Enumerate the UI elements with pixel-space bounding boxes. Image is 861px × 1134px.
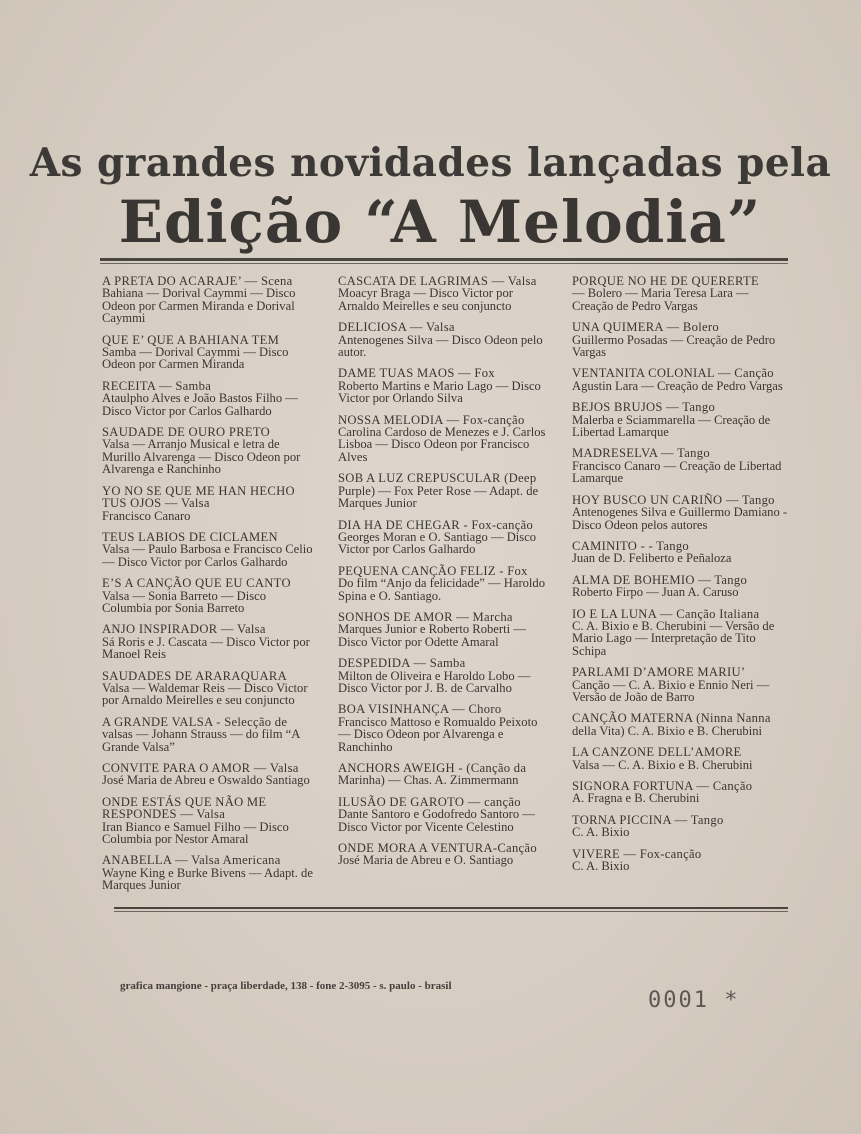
song-title: CONVITE PARA O AMOR — Valsa <box>102 761 299 775</box>
song-details: Ataulpho Alves e João Bastos Filho — Disco Victor por Carlos Galhardo <box>102 391 298 418</box>
song-details: Francisco Canaro — Creação de Libertad Lamarque <box>572 458 782 486</box>
song-entry <box>338 275 550 312</box>
song-title: SOB A LUZ CREPUSCULAR (Deep <box>338 471 537 486</box>
top-divider-thin <box>100 263 788 264</box>
song-entry <box>572 666 788 703</box>
song-title: MADRESELVA — Tango <box>572 446 710 461</box>
song-entry <box>338 703 550 753</box>
song-title: SAUDADE DE OURO PRETO <box>102 425 271 440</box>
song-details: Juan de D. Feliberto e Peñaloza <box>572 551 732 566</box>
song-entry <box>572 780 788 805</box>
bottom-divider <box>114 907 788 909</box>
song-details: — Bolero — Maria Teresa Lara — Creação de Pedro Vargas <box>572 286 749 313</box>
song-entry <box>102 380 314 417</box>
song-entry <box>338 519 550 556</box>
song-title: HOY BUSCO UN CARIÑO — Tango <box>572 492 775 507</box>
bottom-divider-thin <box>114 911 788 912</box>
song-details: Valsa — C. A. Bixio e B. Cherubini <box>572 757 753 772</box>
song-title: TEUS LABIOS DE CICLAMEN <box>102 529 278 544</box>
song-entry <box>338 796 550 833</box>
song-entry <box>338 414 550 464</box>
song-entry <box>572 746 788 771</box>
song-title: E’S A CANÇÃO QUE EU CANTO <box>102 576 291 591</box>
song-title: DAME TUAS MAOS — Fox <box>338 366 495 381</box>
song-entry <box>338 472 550 509</box>
song-title: BOA VISINHANÇA — Choro <box>338 702 502 717</box>
song-details: Antenogenes Silva e Guillermo Damiano - Disco Odeon pelos autores <box>572 505 788 532</box>
song-details: Francisco Mattoso e Romualdo Peixoto — Disco Odeon por Alvarenga e Ranchinho <box>338 714 538 754</box>
song-entry <box>102 854 314 891</box>
song-details: Purple) — Fox Peter Rose — Adapt. de Marques Junior <box>338 483 539 511</box>
song-details: Georges Moran e O. Santiago — Disco Victor por Carlos Galhardo <box>338 529 537 557</box>
song-details: Milton de Oliveira e Haroldo Lobo — Disco Victor por J. B. de Carvalho <box>338 668 531 695</box>
song-details: Roberto Martins e Mario Lago — Disco Victor por Orlando Silva <box>338 378 541 406</box>
song-title: ILUSÃO DE GAROTO — canção <box>338 794 521 809</box>
song-details: Bahiana — Dorival Caymmi — Disco Odeon por Carmen Miranda e Dorival Caymmi <box>102 286 296 326</box>
song-details: della Vita) C. A. Bixio e B. Cherubini <box>572 723 762 738</box>
song-entry <box>338 565 550 602</box>
song-entry <box>102 716 314 753</box>
song-title: SIGNORA FORTUNA — Canção <box>572 779 753 793</box>
song-title: IO E LA LUNA — Canção Italiana <box>572 606 760 621</box>
song-title: ONDE MORA A VENTURA-Canção <box>338 841 537 856</box>
song-entry <box>102 531 314 568</box>
song-details: José Maria de Abreu e O. Santiago <box>338 853 514 868</box>
song-column-1 <box>102 275 314 901</box>
song-title: PARLAMI D’AMORE MARIU’ <box>572 665 746 680</box>
song-title: ANABELLA — Valsa Americana <box>102 853 281 868</box>
song-details: Sá Roris e J. Cascata — Disco Victor por Manoel Reis <box>102 634 310 662</box>
song-entry <box>102 762 314 787</box>
song-title: CANÇÃO MATERNA (Ninna Nanna <box>572 711 771 726</box>
song-entry <box>338 657 550 694</box>
song-entry <box>572 608 788 658</box>
song-title: SAUDADES DE ARARAQUARA <box>102 668 288 683</box>
song-entry <box>572 848 788 873</box>
song-title: A GRANDE VALSA - Selecção de <box>102 714 288 729</box>
song-title: ALMA DE BOHEMIO — Tango <box>572 572 748 587</box>
song-title: SONHOS DE AMOR — Marcha <box>338 609 513 624</box>
song-title: BEJOS BRUJOS — Tango <box>572 400 716 415</box>
song-title: DESPEDIDA — Samba <box>338 656 466 671</box>
song-title: NOSSA MELODIA — Fox-canção <box>338 412 525 427</box>
song-details: A. Fragna e B. Cherubini <box>572 791 700 806</box>
song-entry <box>572 712 788 737</box>
song-title: TORNA PICCINA — Tango <box>572 812 724 827</box>
song-details: Valsa — Sonia Barreto — Disco Columbia por Sonia Barreto <box>102 588 267 615</box>
song-title: CASCATA DE LAGRIMAS — Valsa <box>338 274 537 288</box>
song-title: PEQUENA CANÇÃO FELIZ - Fox <box>338 563 528 578</box>
song-details: Roberto Firpo — Juan A. Caruso <box>572 585 739 600</box>
song-entry <box>572 275 788 312</box>
song-entry <box>338 842 550 867</box>
page-heading-line1: As grandes novidades lançadas pela <box>29 140 832 186</box>
song-entry <box>102 275 314 325</box>
page-heading-title: Edição “A Melodia” <box>118 188 762 256</box>
song-title: YO NO SE QUE ME HAN HECHO TUS OJOS — Valsa <box>102 483 295 511</box>
song-details: Francisco Canaro <box>102 508 191 523</box>
song-details: Do film “Anjo da felicidade” — Haroldo Spina e O. Santiago. <box>338 576 546 603</box>
song-title: LA CANZONE DELL’AMORE <box>572 745 742 760</box>
serial-number: 0001 * <box>648 988 740 1013</box>
song-entry <box>572 814 788 839</box>
song-entry <box>338 762 550 787</box>
song-title: VENTANITA COLONIAL — Canção <box>572 366 774 381</box>
song-entry <box>102 670 314 707</box>
song-entry <box>572 574 788 599</box>
song-entry <box>102 485 314 522</box>
song-details: Valsa — Paulo Barbosa e Francisco Celio — Disco Victor por Carlos Galhardo <box>102 542 313 569</box>
printer-imprint: grafica mangione - praça liberdade, 138 - fone 2-3095 - s. paulo - brasil <box>120 980 452 992</box>
song-entry <box>102 426 314 476</box>
song-details: C. A. Bixio e B. Cherubini — Versão de Mario Lago — Interpretação de Tito Schipa <box>572 618 775 658</box>
song-details: Wayne King e Burke Bivens — Adapt. de Marques Junior <box>102 865 313 893</box>
song-title: PORQUE NO HE DE QUERERTE <box>572 274 759 288</box>
song-title: ONDE ESTÁS QUE NÃO ME RESPONDES — Valsa <box>102 794 267 822</box>
song-details: Antenogenes Silva — Disco Odeon pelo autor. <box>338 332 543 360</box>
song-entry <box>338 367 550 404</box>
song-details: Canção — C. A. Bixio e Ennio Neri — Versão de João de Barro <box>572 677 770 704</box>
song-entry <box>102 623 314 660</box>
song-entry <box>572 401 788 438</box>
song-details: Iran Bianco e Samuel Filho — Disco Columbia por Nestor Amaral <box>102 819 289 847</box>
song-entry <box>572 321 788 358</box>
song-entry <box>572 447 788 484</box>
song-title: RECEITA — Samba <box>102 378 212 393</box>
song-details: Valsa — Waldemar Reis — Disco Victor por Arnaldo Meirelles e seu conjuncto <box>102 680 308 708</box>
song-entry <box>102 796 314 846</box>
song-title: A PRETA DO ACARAJE’ — Scena <box>102 274 293 288</box>
song-column-3 <box>572 275 788 881</box>
song-details: valsas — Johann Strauss — do film “A Grande Valsa” <box>102 727 300 754</box>
song-details: Samba — Dorival Caymmi — Disco Odeon por Carmen Miranda <box>102 345 289 372</box>
song-entry <box>572 494 788 531</box>
song-entry <box>572 367 788 392</box>
song-title: ANJO INSPIRADOR — Valsa <box>102 622 266 637</box>
song-title: QUE E’ QUE A BAHIANA TEM <box>102 332 280 347</box>
song-entry <box>102 334 314 371</box>
song-title: UNA QUIMERA — Bolero <box>572 320 719 335</box>
song-entry <box>338 611 550 648</box>
song-details: C. A. Bixio <box>572 859 630 874</box>
song-details: Marques Junior e Roberto Roberti — Disco Victor por Odette Amaral <box>338 622 526 649</box>
song-title: DELICIOSA — Valsa <box>338 320 455 335</box>
song-details: Valsa — Arranjo Musical e letra de Murillo Alvarenga — Disco Odeon por Alvarenga e Ranchinho <box>102 437 301 477</box>
song-details: Carolina Cardoso de Menezes e J. Carlos Lisboa — Disco Odeon por Francisco Alves <box>338 425 546 464</box>
song-details: José Maria de Abreu e Oswaldo Santiago <box>102 773 310 788</box>
song-details: C. A. Bixio <box>572 825 630 840</box>
song-entry <box>572 540 788 565</box>
song-details: Dante Santoro e Godofredo Santoro — Disco Victor por Vicente Celestino <box>338 807 535 834</box>
song-details: Moacyr Braga — Disco Victor por Arnaldo Meirelles e seu conjuncto <box>338 286 513 313</box>
song-details: Malerba e Sciammarella — Creação de Libertad Lamarque <box>572 412 771 440</box>
top-divider <box>100 258 788 261</box>
song-title: ANCHORS AWEIGH - (Canção da <box>338 761 527 775</box>
song-details: Agustin Lara — Creação de Pedro Vargas <box>572 378 783 393</box>
song-details: Marinha) — Chas. A. Zimmermann <box>338 773 519 788</box>
song-title: DIA HA DE CHEGAR - Fox-canção <box>338 517 534 532</box>
song-entry <box>102 577 314 614</box>
song-details: Guillermo Posadas — Creação de Pedro Vargas <box>572 332 776 360</box>
song-column-2 <box>338 275 550 876</box>
song-entry <box>338 321 550 358</box>
song-title: VIVERE — Fox-canção <box>572 846 702 861</box>
song-title: CAMINITO - - Tango <box>572 538 690 553</box>
